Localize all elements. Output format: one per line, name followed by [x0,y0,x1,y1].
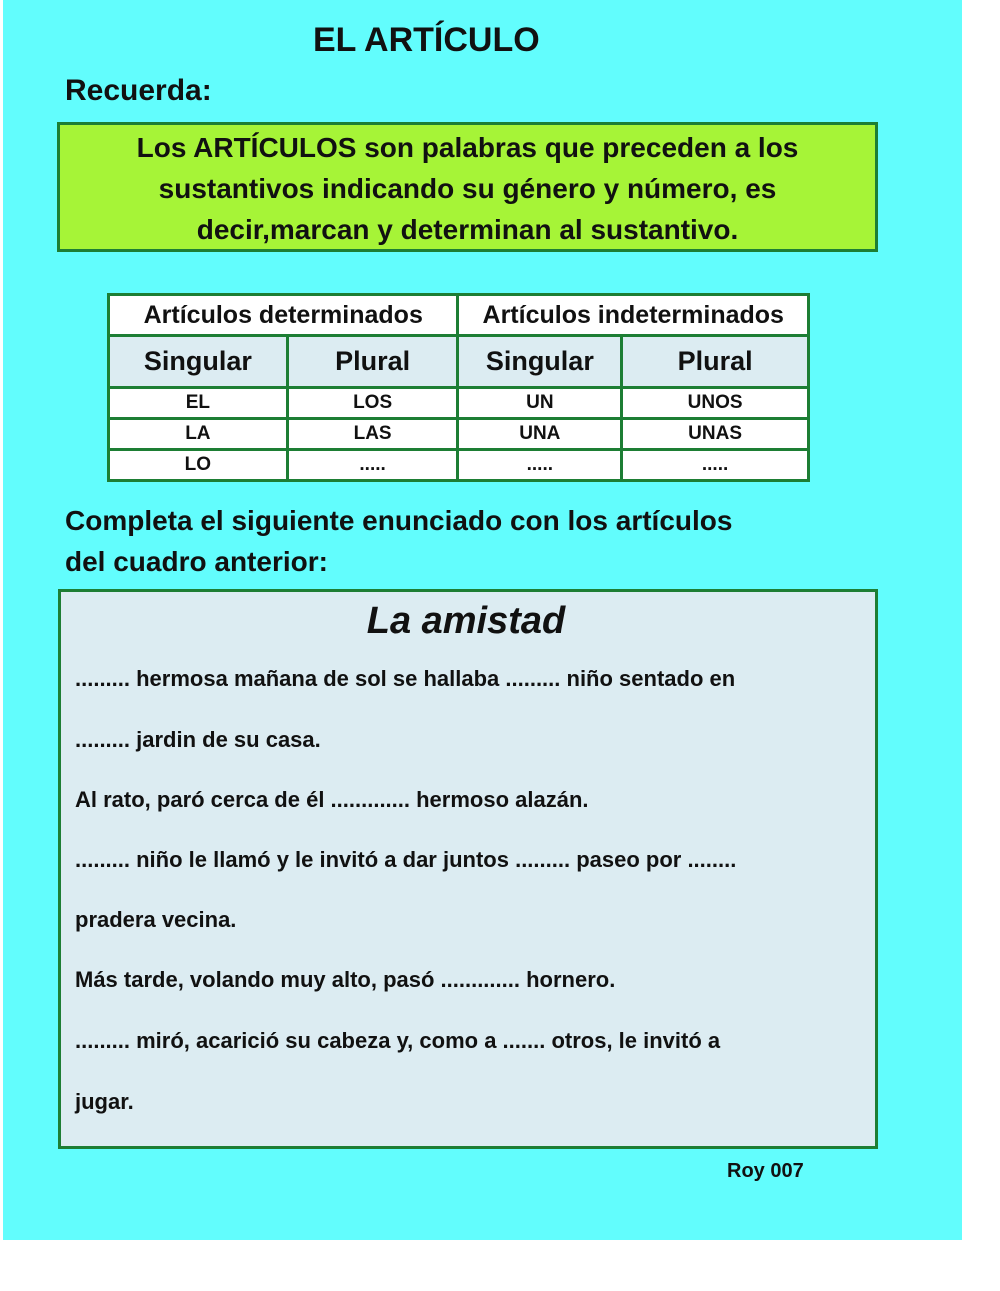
definition-line: decir,marcan y determinan al sustantivo. [196,214,739,245]
story-title: La amistad [366,600,566,642]
plural-header: Plural [622,336,809,388]
singular-header: Singular [109,336,288,388]
story-line: ......... miró, acarició su cabeza y, como a ....... otros, le invitó a [75,1028,721,1053]
story-line: ......... niño le llamó y le invitó a dar juntos ......... paseo por ........ [75,847,737,872]
story-box [58,589,878,1149]
table-cell: UNAS [622,419,809,450]
instruction-line: Completa el siguiente enunciado con los artículos [65,505,733,536]
indeterminados-header: Artículos indeterminados [458,295,809,336]
table-cell: UNOS [622,388,809,419]
definition-box [57,122,878,252]
table-row [109,419,809,450]
story-line: jugar. [75,1089,134,1114]
blank-cell[interactable]: ..... [622,450,809,481]
table-cell: LA [109,419,288,450]
blank-cell[interactable]: ..... [287,450,458,481]
story-line: Más tarde, volando muy alto, pasó ............. hornero. [75,967,616,992]
story-line: pradera vecina. [75,907,237,932]
plural-header: Plural [287,336,458,388]
table-cell: UN [458,388,622,419]
instruction-text [65,500,732,582]
recuerda-label: Recuerda: [65,74,212,107]
author-signature: Roy 007 [727,1160,804,1182]
table-cell: EL [109,388,288,419]
table-group-header-row [109,295,809,336]
determinados-header: Artículos determinados [109,295,458,336]
instruction-line: del cuadro anterior: [65,546,328,577]
table-column-header-row [109,336,809,388]
definition-line: sustantivos indicando su género y número, es [158,173,777,204]
table-cell: LAS [287,419,458,450]
table-cell: UNA [458,419,622,450]
table-row [109,388,809,419]
definition-line: Los ARTÍCULOS son palabras que preceden a los [136,132,799,163]
blank-cell[interactable]: ..... [458,450,622,481]
worksheet-page [3,0,962,1240]
articles-table [107,293,810,482]
table-row [109,450,809,481]
singular-header: Singular [458,336,622,388]
story-line: ......... jardin de su casa. [75,727,321,752]
story-line: ......... hermosa mañana de sol se hallaba ......... niño sentado en [75,666,736,691]
table-cell: LO [109,450,288,481]
table-cell: LOS [287,388,458,419]
page-title: EL ARTÍCULO [313,21,540,59]
story-line: Al rato, paró cerca de él ............. hermoso alazán. [75,787,589,812]
